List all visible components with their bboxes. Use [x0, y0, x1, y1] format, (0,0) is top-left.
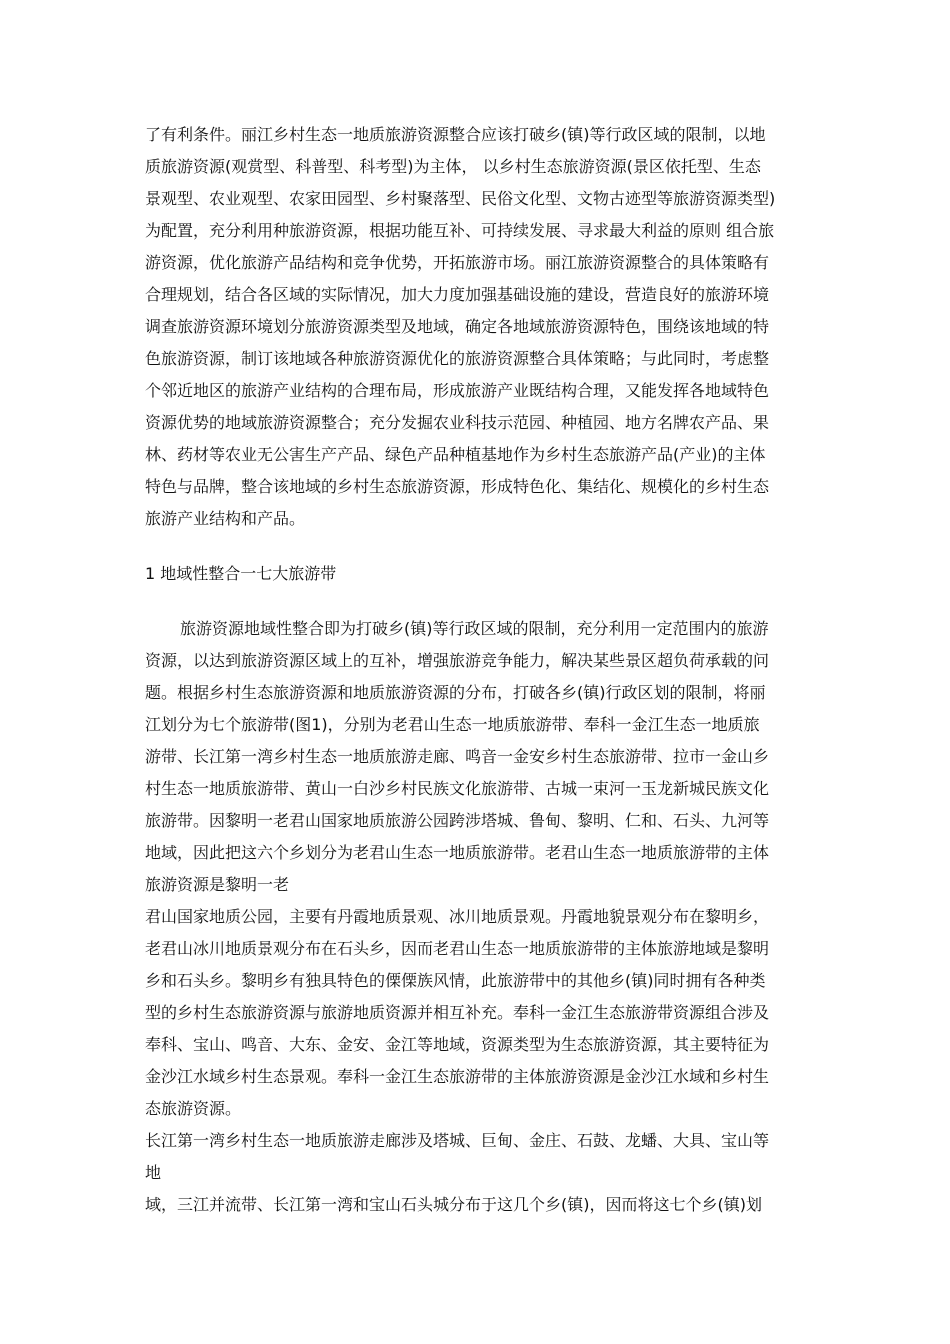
paragraph-line: 题。根据乡村生态旅游资源和地质旅游资源的分布，打破各乡(镇)行政区划的限制，将丽 [145, 683, 766, 702]
paragraph-line: 域，三江并流带、长江第一湾和宝山石头城分布于这几个乡(镇)，因而将这七个乡(镇)划 [145, 1195, 762, 1214]
paragraph-line: 奉科、宝山、鸣音、大东、金安、金江等地域，资源类型为生态旅游资源，其主要特征为 [145, 1035, 770, 1054]
paragraph-line: 质旅游资源(观赏型、科普型、科考型)为主体， 以乡村生态旅游资源(景区依托型、生态 [145, 157, 761, 176]
paragraph-line: 态旅游资源。 [145, 1099, 242, 1118]
paragraph-line: 乡和石头乡。黎明乡有独具特色的傈傈族风情，此旅游带中的其他乡(镇)同时拥有各种类 [145, 971, 766, 990]
paragraph-line: 游资源，优化旅游产品结构和竞争优势，开拓旅游市场。丽江旅游资源整合的具体策略有 [145, 253, 770, 272]
paragraph-line: 地域，因此把这六个乡划分为老君山生态一地质旅游带。老君山生态一地质旅游带的主体 [145, 843, 770, 862]
paragraph-line: 合理规划，结合各区域的实际情况，加大力度加强基础设施的建设，营造良好的旅游环境 [145, 285, 770, 304]
paragraph-line: 游带、长江第一湾乡村生态一地质旅游走廊、鸣音一金安乡村生态旅游带、拉市一金山乡 [145, 747, 770, 766]
paragraph-line: 旅游产业结构和产品。 [145, 509, 306, 528]
paragraph-line: 长江第一湾乡村生态一地质旅游走廊涉及塔城、巨甸、金庄、石鼓、龙蟠、大具、宝山等 [145, 1131, 770, 1150]
paragraph-line: 金沙江水域乡村生态景观。奉科一金江生态旅游带的主体旅游资源是金沙江水域和乡村生 [145, 1067, 770, 1086]
paragraph-line: 了有利条件。丽江乡村生态一地质旅游资源整合应该打破乡(镇)等行政区域的限制，以地 [145, 125, 766, 144]
paragraph-line: 个邻近地区的旅游产业结构的合理布局，形成旅游产业既结构合理，又能发挥各地域特色 [145, 381, 770, 400]
paragraph-line: 特色与品牌，整合该地域的乡村生态旅游资源，形成特色化、集结化、规模化的乡村生态 [145, 477, 770, 496]
paragraph-line: 旅游带。因黎明一老君山国家地质旅游公园跨涉塔城、鲁甸、黎明、仁和、石头、九河等 [145, 811, 770, 830]
paragraph-line: 型的乡村生态旅游资源与旅游地质资源并相互补充。奉科一金江生态旅游带资源组合涉及 [145, 1003, 770, 1022]
paragraph-line: 资源优势的地域旅游资源整合；充分发掘农业科技示范园、种植园、地方名牌农产品、果 [145, 413, 770, 432]
paragraph-line: 林、药材等农业无公害生产产品、绿色产品种植基地作为乡村生态旅游产品(产业)的主体 [145, 445, 766, 464]
paragraph-line: 景观型、农业观型、农家田园型、乡村聚落型、民俗文化型、文物古迹型等旅游资源类型) [145, 189, 776, 208]
paragraph-line: 村生态一地质旅游带、黄山一白沙乡村民族文化旅游带、古城一束河一玉龙新城民族文化 [145, 779, 770, 798]
paragraph-line: 江划分为七个旅游带(图1)，分别为老君山生态一地质旅游带、奉科一金江生态一地质旅 [145, 715, 760, 734]
paragraph-line: 色旅游资源，制订该地域各种旅游资源优化的旅游资源整合具体策略；与此同时，考虑整 [145, 349, 770, 368]
paragraph-line: 旅游资源地域性整合即为打破乡(镇)等行政区域的限制，充分利用一定范围内的旅游 [180, 619, 769, 638]
paragraph-line: 君山国家地质公园，主要有丹霞地质景观、冰川地质景观。丹霞地貌景观分布在黎明乡， [145, 907, 770, 926]
paragraph-line: 资源，以达到旅游资源区域上的互补，增强旅游竞争能力，解决某些景区超负荷承载的问 [145, 651, 770, 670]
paragraph-line: 调查旅游资源环境划分旅游资源类型及地域，确定各地域旅游资源特色，围绕该地域的特 [145, 317, 770, 336]
paragraph-line: 地 [145, 1163, 162, 1182]
section-heading: 1 地域性整合一七大旅游带 [145, 564, 337, 583]
paragraph-line: 老君山冰川地质景观分布在石头乡，因而老君山生态一地质旅游带的主体旅游地域是黎明 [145, 939, 770, 958]
paragraph-line: 为配置，充分利用种旅游资源，根据功能互补、可持续发展、寻求最大利益的原则 组合旅 [145, 221, 775, 240]
paragraph-line: 旅游资源是黎明一老 [145, 875, 290, 894]
